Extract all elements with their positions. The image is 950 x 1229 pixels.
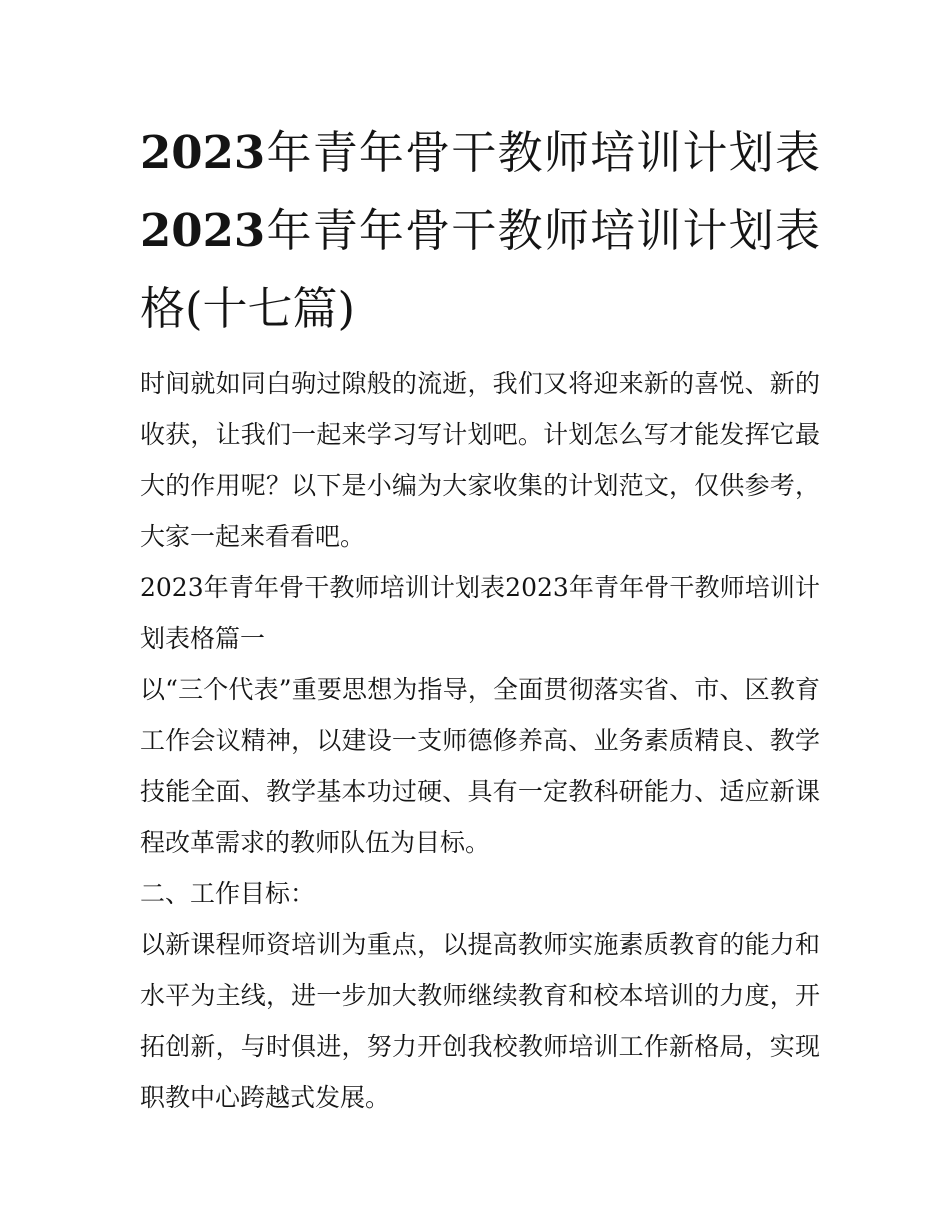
document-title (140, 114, 820, 348)
work-goals-heading: 二、工作目标： (140, 879, 316, 908)
title-year-2: 2023 (140, 204, 266, 257)
intro-paragraph: 时间就如同白驹过隙般的流逝，我们又将迎来新的喜悦、新的收获，让我们一起来学习写计划吧。计划怎么写才能发挥它最大的作用呢？以下是小编为大家收集的计划范文，仅供参考，大家一起来看看吧。 (140, 369, 820, 551)
title-text-2: 年青年骨干教师培训计划表格(十七篇) (140, 204, 820, 335)
title-year-1: 2023 (140, 126, 266, 179)
document-body (140, 358, 820, 1123)
title-text-1: 年青年骨干教师培训计划表 (265, 126, 820, 179)
document-page (140, 114, 820, 1123)
guiding-ideology-paragraph: 以“三个代表”重要思想为指导，全面贯彻落实省、市、区教育工作会议精神，以建设一支师德修养高、业务素质精良、教学技能全面、教学基本功过硬、具有一定教科研能力、适应新课程改革需求的教师队伍为目标。 (140, 675, 820, 857)
section-heading-part-one: 2023年青年骨干教师培训计划表2023年青年骨干教师培训计划表格篇一 (140, 573, 820, 653)
work-goals-paragraph: 以新课程师资培训为重点，以提高教师实施素质教育的能力和水平为主线，进一步加大教师继续教育和校本培训的力度，开拓创新，与时俱进，努力开创我校教师培训工作新格局，实现职教中心跨越式发展。 (140, 930, 820, 1112)
